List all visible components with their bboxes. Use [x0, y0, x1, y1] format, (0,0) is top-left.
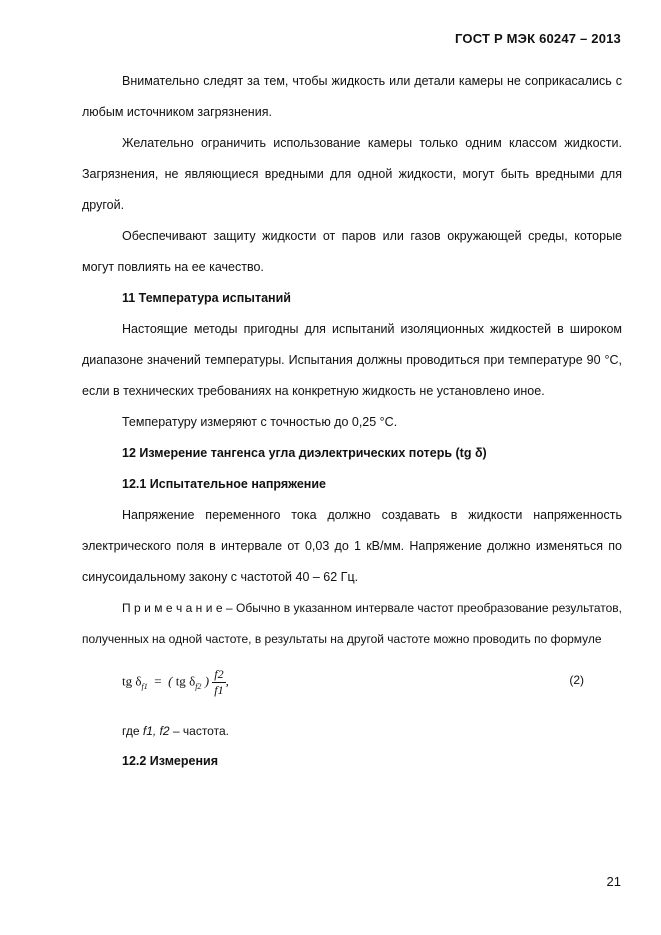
document-header: ГОСТ Р МЭК 60247 – 2013 — [455, 31, 621, 46]
note-label: П р и м е ч а н и е — [122, 601, 223, 615]
section-heading-11: 11 Температура испытаний — [122, 291, 291, 305]
paragraph: Настоящие методы пригодны для испытаний изоляционных жидкостей в широком диапазоне значений температуры. Испытания должны проводиться при температуре 90 °С, если в технических требованиях на конкретную жидкость не установлено иное. — [82, 322, 622, 398]
note-text: – Обычно в указанном интервале частот преобразование результатов, полученных на одной частоте, в результаты на другой частоте можно проводить по формуле — [82, 601, 622, 646]
paragraph: Желательно ограничить использование камеры только одним классом жидкости. Загрязнения, не являющиеся вредными для одной жидкости, могут быть вредными для другой. — [82, 136, 622, 212]
page-number: 21 — [606, 874, 621, 889]
note — [82, 593, 622, 655]
section-heading-12: 12 Измерение тангенса угла диэлектрических потерь (tg δ) — [122, 446, 487, 460]
paragraph: Температуру измеряют с точностью до 0,25 °С. — [122, 415, 398, 429]
formula-fraction: $\frac{f2}{f1}$ — [214, 667, 224, 697]
formula-legend: где f1, f2 – частота. — [122, 724, 229, 738]
paragraph: Обеспечивают защиту жидкости от паров или газов окружающей среды, которые могут повлиять на ее качество. — [82, 229, 622, 274]
section-heading-12-2: 12.2 Измерения — [122, 754, 219, 768]
paragraph: Напряжение переменного тока должно создавать в жидкости напряженность электрического поля в интервале от 0,03 до 1 кВ/мм. Напряжение должно изменяться по синусоидальному закону с частотой 40 – 62 Гц. — [82, 508, 622, 584]
formula-block — [82, 659, 622, 717]
section-heading-12-1: 12.1 Испытательное напряжение — [122, 477, 326, 491]
paragraph: Внимательно следят за тем, чтобы жидкость или детали камеры не соприкасались с любым источником загрязнения. — [82, 74, 622, 119]
formula-expression: tg $\delta_{f1}$ = ( tg $\delta_{f2}$ ) $\frac{f2}{f1}$ , — [122, 667, 229, 697]
body-text — [82, 66, 622, 777]
formula-number: (2) — [569, 673, 584, 687]
